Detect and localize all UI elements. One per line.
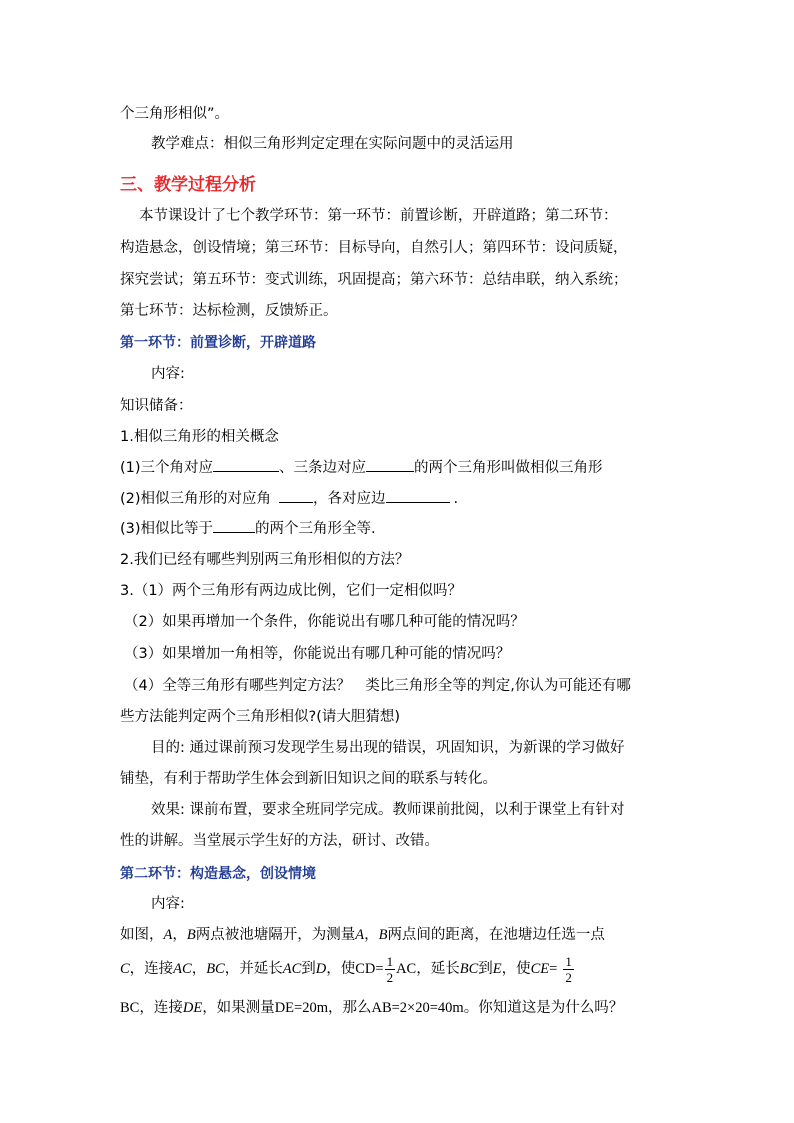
segment-label: CE <box>530 961 550 977</box>
segment-label: AC <box>282 961 302 977</box>
text-segment: 。你知道这是为什么吗？ <box>463 1000 624 1016</box>
paragraph-line: 探究尝试；第五环节：变式训练，巩固提高；第六环节：总结串联，纳入系统； <box>120 272 628 288</box>
point-label: C <box>120 961 130 977</box>
fill-blank <box>279 488 313 503</box>
problem-line-3 <box>120 998 623 1018</box>
paragraph-line: 第七环节：达标检测，反馈矫正。 <box>120 303 338 319</box>
question-3-4-cont: 些方法能判定两个三角形相似?(请大胆猜想) <box>120 709 401 725</box>
equation-text: AB=2×20=40m <box>371 1000 464 1016</box>
text-segment: 、三条边对应 <box>279 460 367 476</box>
fraction-numerator: 1 <box>565 953 572 969</box>
content-label: 内容: <box>151 366 185 382</box>
point-label: D <box>315 961 327 977</box>
fraction-numerator: 1 <box>386 953 394 969</box>
point-label: B <box>378 927 388 943</box>
paragraph-line: 本节课设计了七个教学环节：第一环节：前置诊断，开辟道路；第二环节： <box>139 208 618 224</box>
question-1-1 <box>120 457 603 478</box>
question-1-3 <box>120 518 376 539</box>
question-1: 1.相似三角形的相关概念 <box>120 429 279 445</box>
fill-blank <box>366 457 414 472</box>
stage-1-heading: 第一环节：前置诊断，开辟道路 <box>120 335 316 351</box>
problem-line-1 <box>120 925 605 945</box>
segment-label: DE <box>182 1000 203 1016</box>
equation-text: CD= <box>355 961 384 977</box>
text-segment: . <box>453 491 459 507</box>
equation-text: DE=20m <box>274 1000 328 1016</box>
question-3-1: 3.（1）两个三角形有两边成比例，它们一定相似吗？ <box>120 583 463 599</box>
stage-2-heading: 第二环节：构造悬念，创设情境 <box>120 866 316 882</box>
text-segment: (1)三个角对应 <box>120 460 214 476</box>
text-segment: 到 <box>478 961 493 977</box>
text-segment: ，使 <box>501 961 531 977</box>
equation-text: AC <box>396 961 417 977</box>
text-segment: 两点间的距离，在池塘边任选一点 <box>387 927 605 943</box>
effect-paragraph-cont: 性的讲解。当堂展示学生好的方法，研讨、改错。 <box>120 833 439 849</box>
text-segment: ，连接 <box>139 1000 183 1016</box>
purpose-paragraph-cont: 铺垫，有利于帮助学生体会到新旧知识之间的联系与转化。 <box>120 771 497 787</box>
text-segment: ，各对应边 <box>313 491 386 507</box>
fraction-denominator: 2 <box>565 969 572 985</box>
point-label: E <box>492 961 502 977</box>
text-segment: 两点被池塘隔开，为测量 <box>195 927 356 943</box>
text-segment: (2)相似三角形的对应角 <box>120 491 272 507</box>
text-segment: ， <box>191 961 207 977</box>
purpose-paragraph: 目的: 通过课前预习发现学生易出现的错误，巩固知识，为新课的学习做好 <box>151 740 625 756</box>
text-segment: ，如果测量 <box>202 1000 275 1016</box>
text-segment: 的两个三角形叫做相似三角形 <box>414 460 603 476</box>
question-3-4: （4）全等三角形有哪些判定方法？ 类比三角形全等的判定,你认为可能还有哪 <box>124 678 631 694</box>
point-label: B <box>186 927 196 943</box>
text-segment: ， <box>364 927 379 943</box>
equation-text: = <box>549 961 558 977</box>
text-segment: (3)相似比等于 <box>120 521 214 537</box>
text-segment: ，并延长 <box>224 961 283 977</box>
question-3-3: （3）如果增加一角相等，你能说出有哪几种可能的情况吗？ <box>124 646 511 662</box>
point-label: A <box>355 927 365 943</box>
point-label: A <box>163 927 173 943</box>
fraction-denominator: 2 <box>386 969 394 985</box>
text-segment: ，使 <box>326 961 356 977</box>
knowledge-label: 知识储备： <box>120 398 193 414</box>
effect-paragraph: 效果: 课前布置，要求全班同学完成。教师课前批阅，以利于课堂上有针对 <box>151 802 625 818</box>
problem-line-2 <box>120 953 575 985</box>
segment-label: BC <box>206 961 225 977</box>
paragraph-line: 构造悬念，创设情境；第三环节：目标导向，自然引人；第四环节：设问质疑， <box>120 240 628 256</box>
segment-label: AC <box>173 961 192 977</box>
question-2: 2.我们已经有哪些判别两三角形相似的方法？ <box>120 552 410 568</box>
section-heading-3: 三、教学过程分析 <box>120 175 256 195</box>
text-segment: ，连接 <box>129 961 174 977</box>
segment-label: BC <box>459 961 479 977</box>
text-segment: ，那么 <box>327 1000 372 1016</box>
fraction-one-half <box>563 954 574 985</box>
question-1-2 <box>120 488 458 509</box>
content-label: 内容: <box>151 896 185 912</box>
fill-blank <box>213 457 279 472</box>
text-segment: 到 <box>301 961 316 977</box>
text-line: 个三角形相似”。 <box>120 106 230 122</box>
fraction-one-half <box>385 954 396 985</box>
text-segment: ，延长 <box>416 961 460 977</box>
segment-label: BC <box>120 1000 140 1016</box>
question-3-2: （2）如果再增加一个条件，你能说出有哪几种可能的情况吗？ <box>124 614 525 630</box>
text-segment: ， <box>172 927 187 943</box>
text-segment: 如图， <box>120 927 164 943</box>
fill-blank <box>386 488 450 503</box>
text-segment: 的两个三角形全等. <box>255 521 376 537</box>
fill-blank <box>213 518 255 533</box>
teaching-difficulty: 教学难点：相似三角形判定定理在实际问题中的灵活运用 <box>151 136 514 152</box>
